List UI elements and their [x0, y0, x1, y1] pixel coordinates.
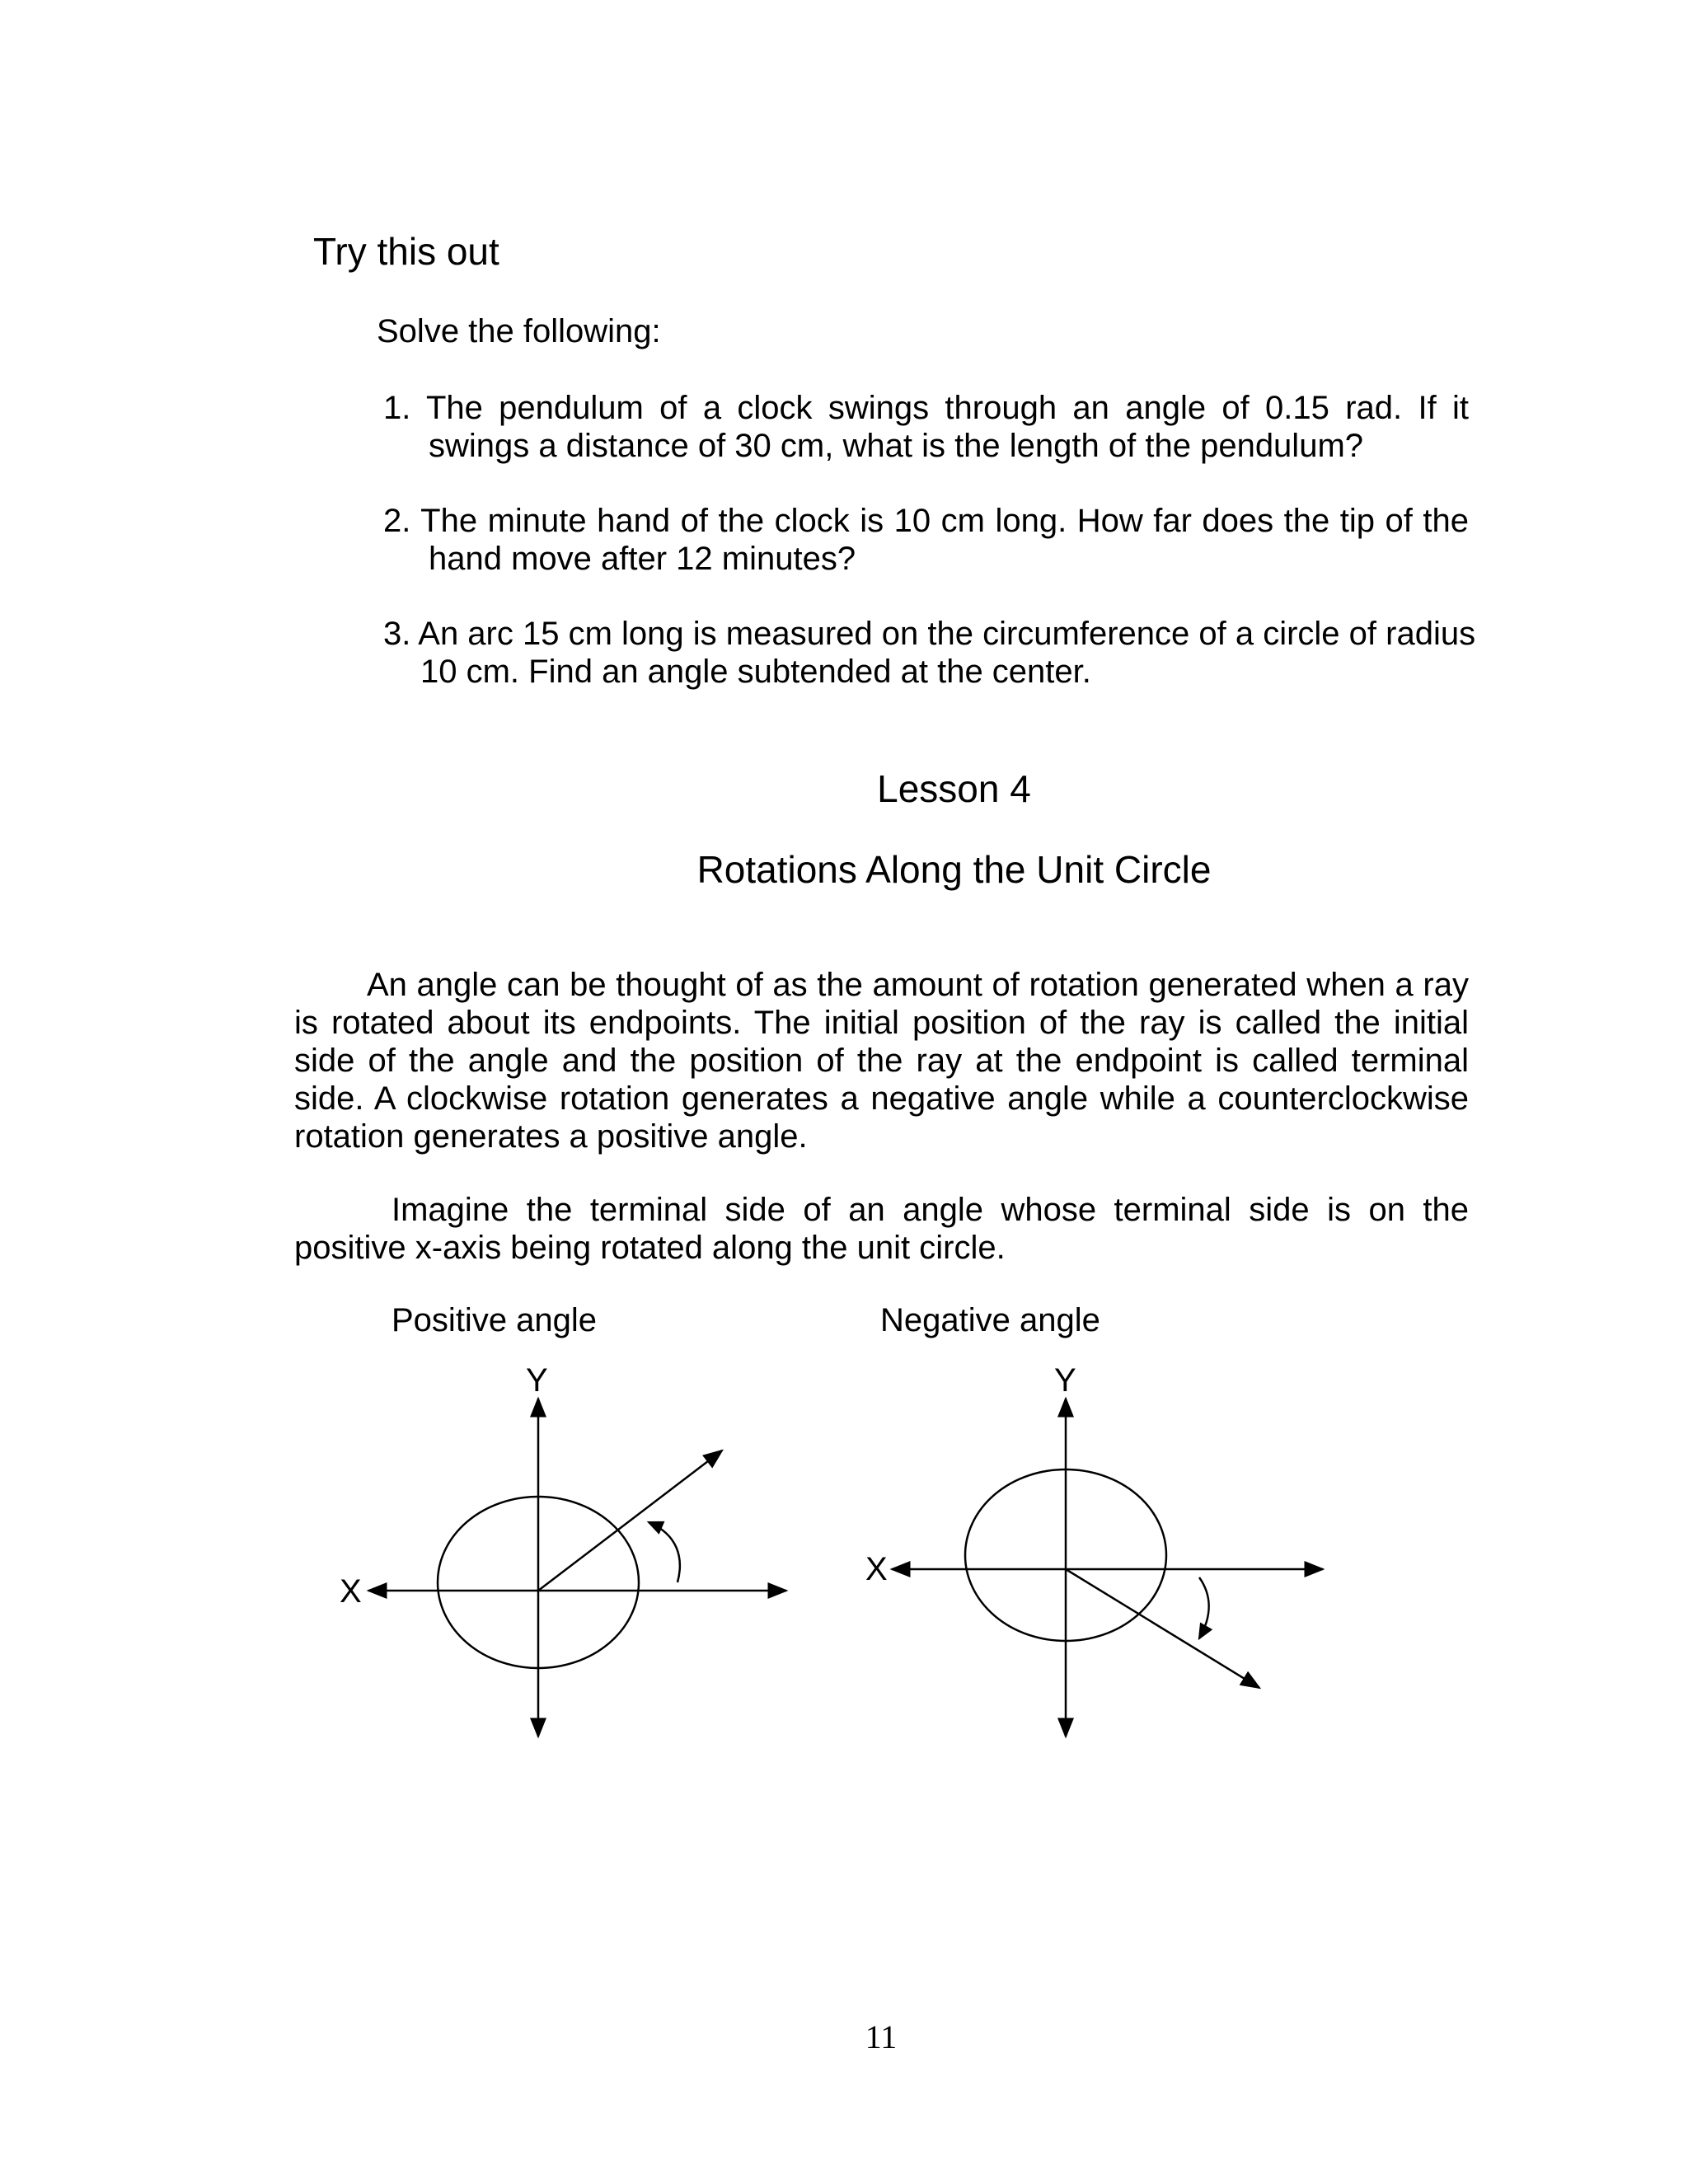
- paragraph-line: rotation generates a positive angle.: [294, 1118, 808, 1155]
- problem-line: 1. The pendulum of a clock swings through an angle of 0.15 rad. If it: [383, 390, 1469, 426]
- page-number: 11: [865, 2018, 898, 2055]
- section-heading: Try this out: [313, 230, 499, 273]
- positive-angle-diagram: [340, 1362, 786, 1736]
- problem-line: hand move after 12 minutes?: [429, 541, 856, 577]
- negative-angle-caption: Negative angle: [880, 1302, 1100, 1338]
- negative-angle-diagram: [865, 1362, 1323, 1736]
- problem-line: swings a distance of 30 cm, what is the length of the pendulum?: [429, 428, 1364, 464]
- paragraph-line: positive x-axis being rotated along the unit circle.: [294, 1230, 1006, 1266]
- lesson-number: Lesson 4: [877, 767, 1031, 810]
- instruction-text: Solve the following:: [377, 313, 661, 349]
- terminal-side-ray: [538, 1451, 722, 1591]
- paragraph-line: An angle can be thought of as the amount of rotation generated when a ray: [367, 967, 1469, 1003]
- paragraph-line: is rotated about its endpoints. The initial position of the ray is called the initial: [294, 1005, 1469, 1041]
- positive-angle-caption: Positive angle: [392, 1302, 598, 1338]
- y-axis-label: Y: [1054, 1362, 1076, 1399]
- problem-line: 3. An arc 15 cm long is measured on the circumference of a circle of radius: [383, 616, 1476, 652]
- paragraph-line: side. A clockwise rotation generates a negative angle while a counterclockwise: [294, 1080, 1469, 1117]
- x-axis-label: X: [340, 1573, 362, 1610]
- y-axis-label: Y: [526, 1362, 548, 1399]
- x-axis-label: X: [865, 1551, 888, 1587]
- clockwise-rotation-arrow: [1199, 1577, 1209, 1638]
- problem-line: 10 cm. Find an angle subtended at the center.: [420, 654, 1091, 690]
- paragraph-line: side of the angle and the position of the ray at the endpoint is called terminal: [294, 1043, 1469, 1079]
- paragraph-line: Imagine the terminal side of an angle whose terminal side is on the: [392, 1192, 1469, 1228]
- counterclockwise-rotation-arrow: [649, 1522, 680, 1582]
- terminal-side-ray: [1066, 1569, 1259, 1688]
- lesson-title: Rotations Along the Unit Circle: [696, 848, 1212, 891]
- problem-line: 2. The minute hand of the clock is 10 cm long. How far does the tip of the: [383, 503, 1469, 539]
